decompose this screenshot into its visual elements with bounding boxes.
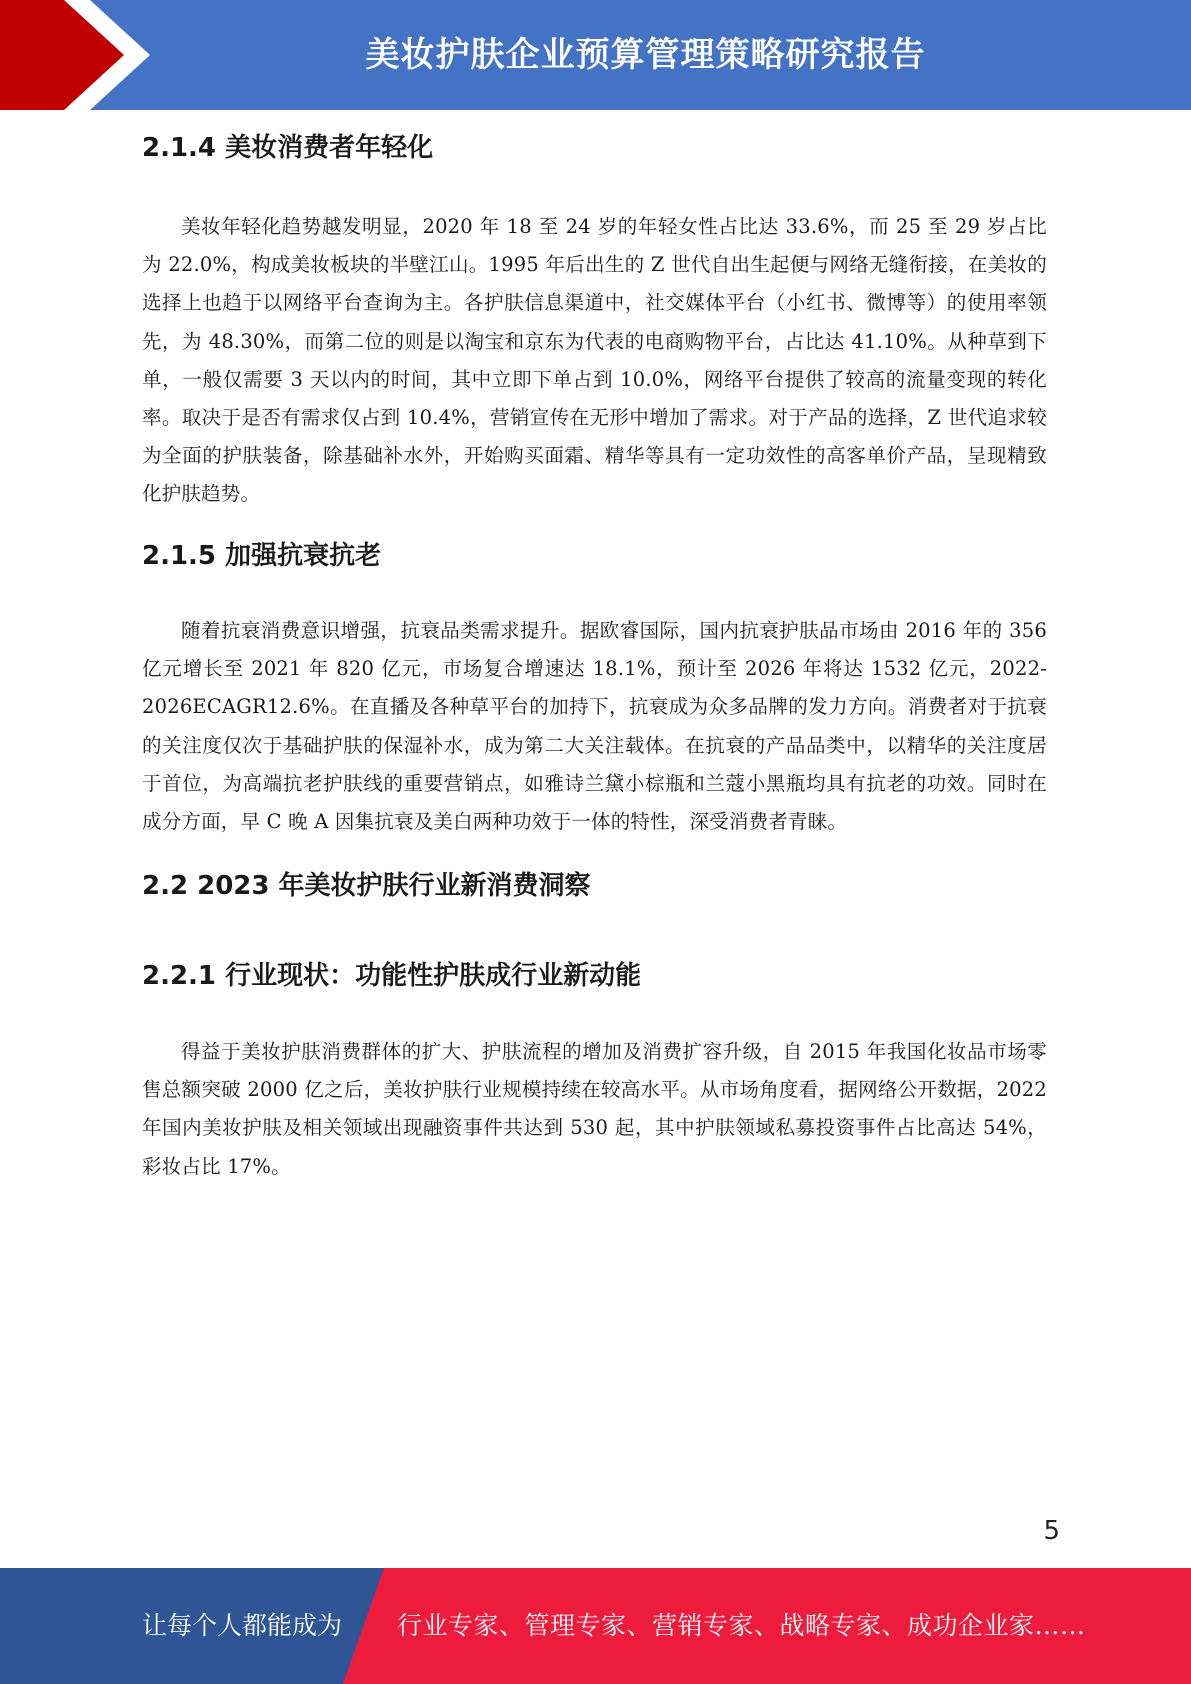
- page-number: 5: [1043, 1516, 1060, 1546]
- footer-slogan-right: 行业专家、管理专家、营销专家、战略专家、成功企业家……: [397, 1611, 1086, 1640]
- section-heading-2-1-5: 2.1.5 加强抗衰抗老: [142, 541, 382, 571]
- section-body-2-1-4: 美妆年轻化趋势越发明显，2020 年 18 至 24 岁的年轻女性占比达 33.6%，而 25 至 29 岁占比为 22.0%，构成美妆板块的半壁江山。1995 年后出生的 Z 世代自出生起便与网络无缝衔接，在美妆的选择上也趋于以网络平台查询为主。各护肤信息渠道中，社交媒体平台（小红书、微博等）的使用率领先，为 48.30%，而第二位的则是以淘宝和京东为代表的电商购物平台，占比达 41.10%。从种草到下单，一般仅需要 3 天以内的时间，其中立即下单占到 10.0%，网络平台提供了较高的流量变现的转化率。取决于是否有需求仅占到 10.4%，营销宣传在无形中增加了需求。对于产品的选择，Z 世代追求较为全面的护肤装备，除基础补水外，开始购买面霜、精华等具有一定功效性的高客单价产品，呈现精致化护肤趋势。: [142, 215, 1047, 506]
- page-header: [0, 0, 1191, 110]
- footer-slogan-left: 让每个人都能成为: [142, 1611, 343, 1640]
- section-body-2-2-1: 得益于美妆护肤消费群体的扩大、护肤流程的增加及消费扩容升级，自 2015 年我国化妆品市场零售总额突破 2000 亿之后，美妆护肤行业规模持续在较高水平。从市场角度看，据网络公开数据，2022 年国内美妆护肤及相关领域出现融资事件共达到 530 起，其中护肤领域私募投资事件占比高达 54%，彩妆占比 17%。: [142, 1040, 1047, 1178]
- section-heading-2-2: 2.2 2023 年美妆护肤行业新消费洞察: [142, 871, 591, 901]
- section-body-2-1-5: 随着抗衰消费意识增强，抗衰品类需求提升。据欧睿国际，国内抗衰护肤品市场由 2016 年的 356 亿元增长至 2021 年 820 亿元，市场复合增速达 18.1%，预计至 2026 年将达 1532 亿元，2022-2026ECAGR12.6%。在直播及各种草平台的加持下，抗衰成为众多品牌的发力方向。消费者对于抗衰的关注度仅次于基础护肤的保湿补水，成为第二大关注载体。在抗衰的产品品类中，以精华的关注度居于首位，为高端抗老护肤线的重要营销点，如雅诗兰黛小棕瓶和兰蔻小黑瓶均具有抗老的功效。同时在成分方面，早 C 晚 A 因集抗衰及美白两种功效于一体的特性，深受消费者青睐。: [142, 619, 1047, 834]
- section-heading-2-1-4: 2.1.4 美妆消费者年轻化: [142, 133, 434, 163]
- section-heading-2-2-1: 2.2.1 行业现状：功能性护肤成行业新动能: [142, 961, 642, 991]
- report-title: 美妆护肤企业预算管理策略研究报告: [365, 35, 926, 75]
- page-footer: [0, 1568, 1191, 1684]
